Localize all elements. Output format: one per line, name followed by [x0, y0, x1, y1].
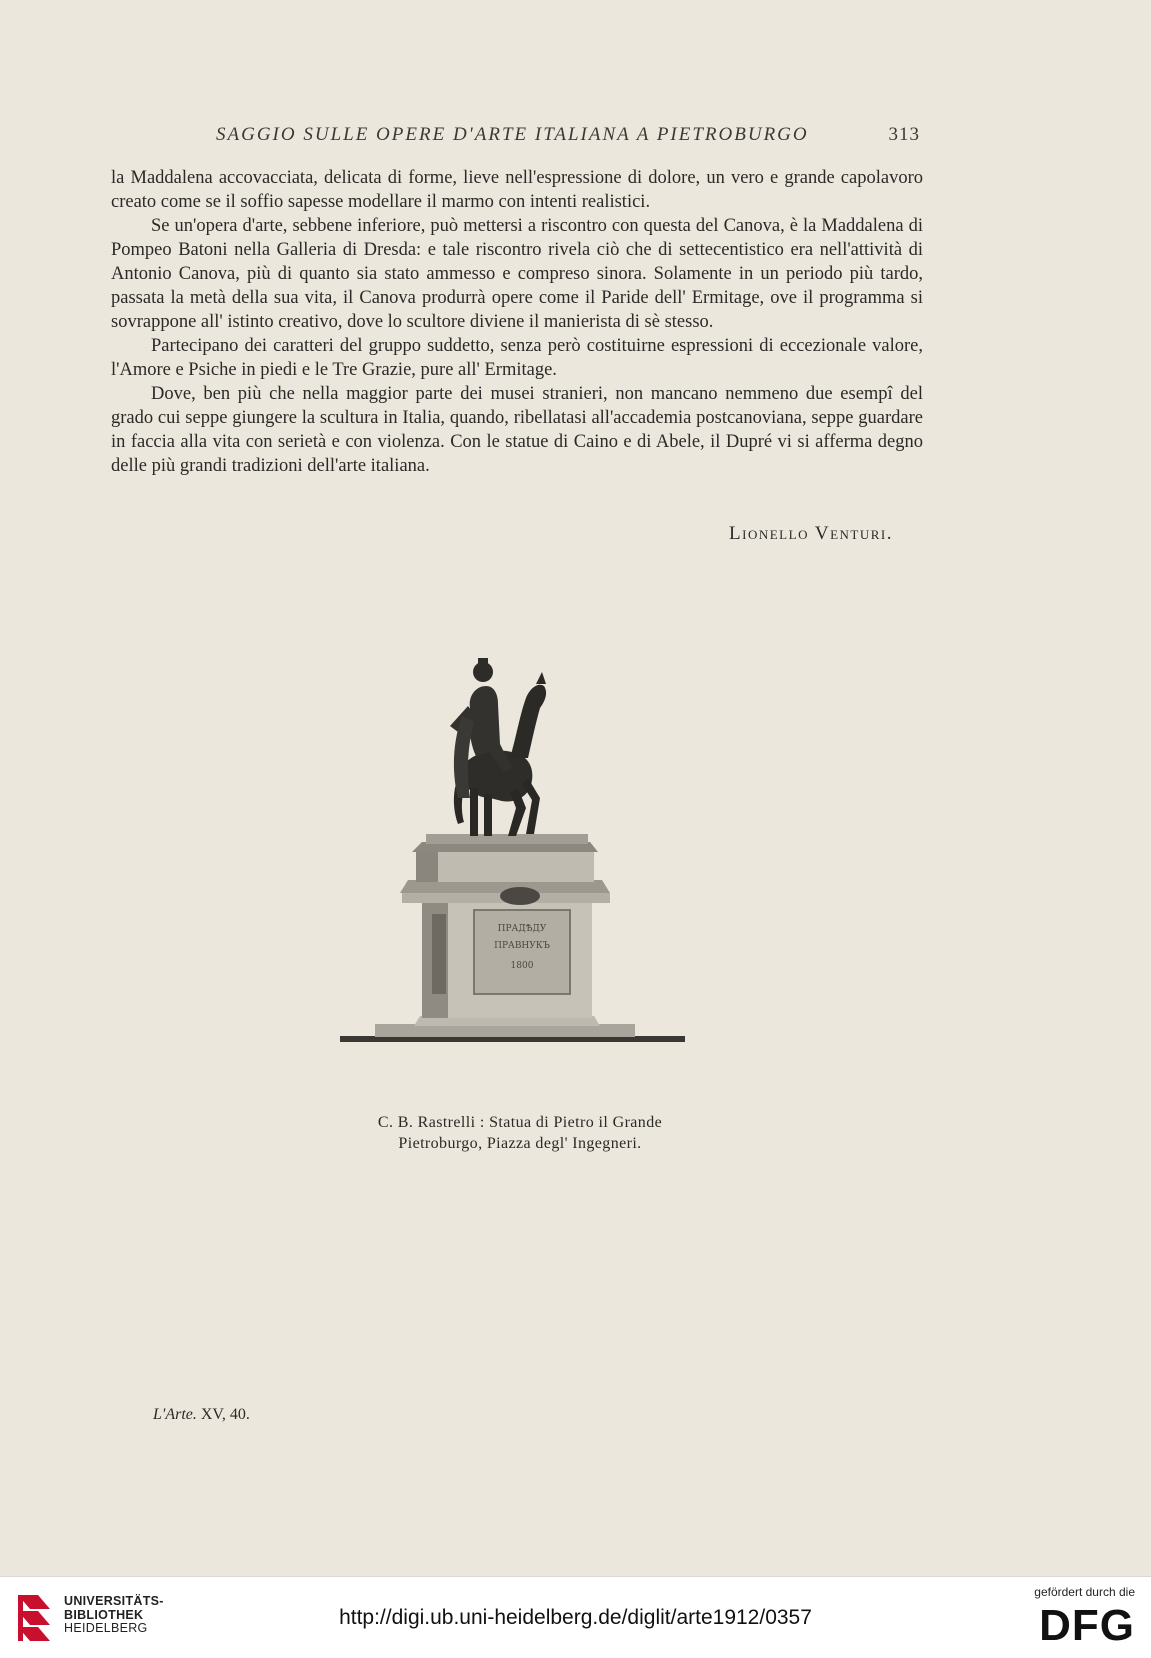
figure-caption [310, 1112, 730, 1154]
digitization-banner [0, 1576, 1151, 1658]
paragraph-3: Partecipano dei caratteri del gruppo suddetto, senza però costituirne espressioni di eccezionale valore, l'Amore e Psiche in piedi e le Tre Grazie, pure all' Ermitage. [111, 336, 923, 380]
permalink-url[interactable]: http://digi.ub.uni-heidelberg.de/diglit/arte1912/0357 [339, 1606, 812, 1629]
paragraph-4: Dove, ben più che nella maggior parte dei musei stranieri, non mancano nemmeno due esempî del grado cui seppe giungere la scultura in Italia, quando, ribellatasi all'accademia postcanoviana, seppe guardare in faccia alla vita con serietà e con violenza. Con le statue di Caino e di Abele, il Dupré vi si afferma degno delle più grandi tradizioni dell'arte italiana. [111, 384, 923, 476]
inscription-line-1: ПРАДѢДУ [497, 924, 547, 934]
library-name-line-3: HEIDELBERG [64, 1621, 148, 1635]
statue-photograph [340, 648, 685, 1102]
library-name-line-1: UNIVERSITÄTS- [64, 1594, 164, 1608]
journal-volume: XV, 40. [200, 1406, 250, 1423]
dfg-logo: DFG [1039, 1601, 1135, 1650]
paragraph-2: Se un'opera d'arte, sebbene inferiore, può mettersi a riscontro con questa del Canova, è la Maddalena di Pompeo Batoni nella Galleria di Dresda: e tale riscontro rivela ciò che di settecentistico era nell'attività di Antonio Canova, più di quanto sia stato ammesso e compreso sinora. Solamente in un periodo più tardo, passata la metà della sua vita, il Canova produrrà opere come il Paride dell' Ermitage, ove il programma si sovrappone all' istinto creativo, dove lo scultore diviene il manierista di sè stesso. [111, 216, 923, 332]
paragraph-1: la Maddalena accovacciata, delicata di forme, lieve nell'espressione di dolore, un vero e grande capolavoro creato come se il soffio sapesse modellare il marmo con intenti realistici. [111, 168, 923, 212]
article-body [111, 166, 923, 478]
running-title: SAGGIO SULLE OPERE D'ARTE ITALIANA A PIETROBURGO [216, 124, 809, 145]
journal-footer [153, 1406, 250, 1424]
funder-label: gefördert durch die [1034, 1585, 1135, 1599]
inscription-year: 1800 [510, 961, 534, 971]
caption-line-2: Pietroburgo, Piazza degl' Ingegneri. [398, 1135, 642, 1152]
inscription-line-2: ПРАВНУКЪ [494, 941, 550, 951]
author-signature: Lionello Venturi. [729, 523, 893, 544]
caption-line-1: C. B. Rastrelli : Statua di Pietro il Grande [377, 1114, 663, 1131]
equestrian-statue-image [340, 648, 685, 1102]
journal-name: L'Arte. [153, 1406, 197, 1423]
library-name-line-2: BIBLIOTHEK [64, 1607, 144, 1622]
page-number: 313 [888, 124, 920, 145]
